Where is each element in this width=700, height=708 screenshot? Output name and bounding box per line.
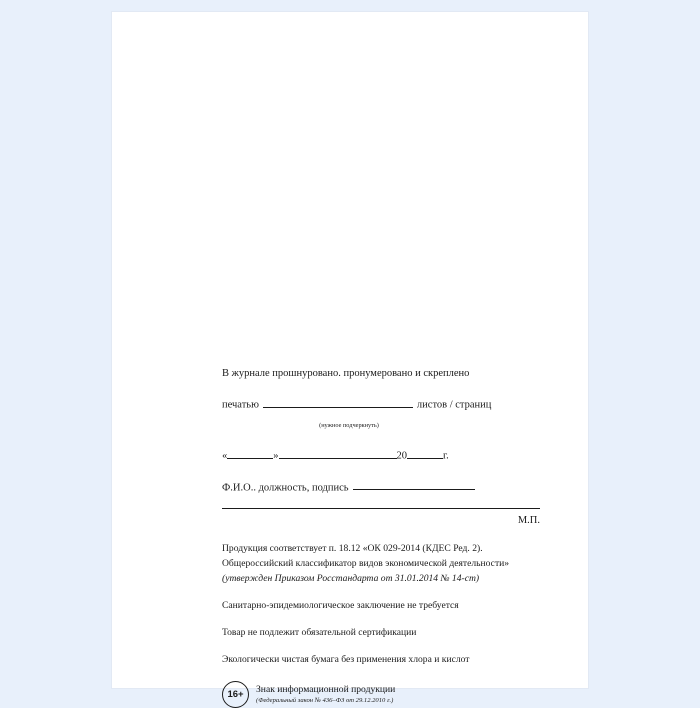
compliance-paragraph-3: (утвержден Приказом Росстандарта от 31.01.2014 № 14-ст): [222, 573, 480, 585]
compliance-paragraph-4: Санитарно-эпидемиологическое заключение не требуется: [222, 600, 459, 612]
year-field[interactable]: [407, 444, 443, 459]
quote-close: »: [273, 450, 279, 462]
underline-note: (нужное подчеркнуть): [319, 421, 379, 429]
info-mark-law: (Федеральный закон № 436–ФЗ от 29.12.2010 г.): [256, 697, 394, 705]
quote-open: «: [222, 450, 228, 462]
pechatyu-label: печатью: [222, 399, 259, 411]
info-mark-title: Знак информационной продукции: [256, 683, 396, 695]
info-mark-row: [222, 681, 552, 708]
signature-rule[interactable]: [222, 508, 540, 509]
compliance-paragraph-5: Товар не подлежит обязательной сертификации: [222, 627, 417, 639]
month-field[interactable]: [279, 444, 397, 459]
document-content: [222, 367, 552, 708]
info-mark-text: [256, 684, 395, 705]
certification-date-line: [222, 444, 552, 464]
sheets-count-field[interactable]: [263, 393, 413, 408]
year-prefix: 20: [396, 450, 407, 462]
year-suffix: г.: [443, 450, 449, 462]
compliance-paragraph-2: Общероссийский классификатор видов экономической деятельности»: [222, 558, 510, 570]
age-rating-icon: 16+: [222, 681, 249, 708]
certification-line-1: В журнале прошнуровано. пронумеровано и скреплено: [222, 368, 470, 379]
fio-label: Ф.И.О.. должность, подпись: [222, 482, 349, 494]
underline-note-wrap: [222, 414, 552, 432]
day-field[interactable]: [227, 444, 273, 459]
fio-field[interactable]: [353, 476, 475, 491]
sheets-pages-label: листов / страниц: [416, 399, 492, 411]
document-page: [112, 12, 588, 705]
stamp-place-label: М.П.: [517, 515, 540, 527]
compliance-paragraph-1: Продукция соответствует п. 18.12 «ОК 029-2014 (КДЕС Ред. 2).: [222, 543, 483, 555]
compliance-paragraph-6: Экологически чистая бумага без применения хлора и кислот: [222, 654, 470, 665]
fio-line: [222, 476, 552, 496]
certification-line-2: [222, 393, 552, 413]
